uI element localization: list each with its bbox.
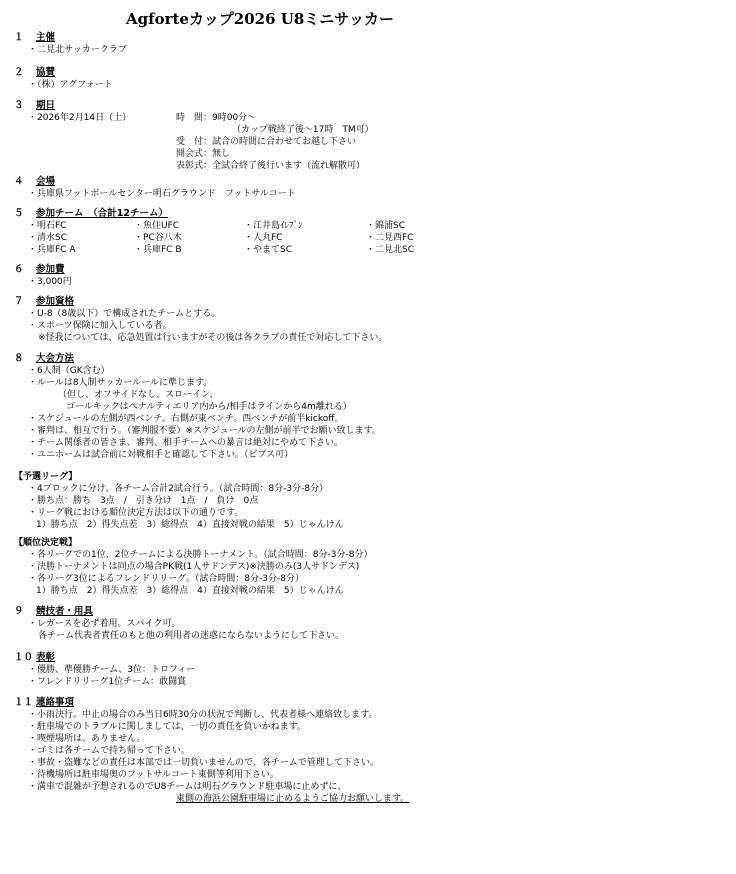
section-heading: 参加費 (36, 264, 65, 275)
section-number: １ (14, 32, 24, 43)
eligibility-line: ・スポーツ保険に加入している者。 (28, 321, 172, 331)
league-line: 1）勝ち点 2）得失点差 3）総得点 4）直接対戦の結果 5）じゃんけん (36, 520, 344, 530)
section-sponsor (14, 67, 55, 79)
section-heading: 大会方法 (36, 353, 75, 364)
method-line: ・審判は、相互で行う。（審判服不要）※スケジュールの左側が前半でお願い致します。 (28, 426, 381, 436)
section-number: ３ (14, 100, 24, 111)
notice-line: ・満車で混雑が予想されるのでU8チームは明石グラウンド駐車場に止めずに、 (28, 782, 347, 792)
team-item: ・魚住UFC (134, 221, 180, 231)
awards-line: ・フレンドリリーグ1位チーム：敢闘賞 (28, 677, 187, 687)
section-heading: 競技者・用具 (36, 606, 94, 617)
section-heading: 参加チーム （合計12チーム） (36, 208, 168, 219)
method-line: ・スケジュールの左側が西ベンチ、右側が東ベンチ。西ベンチが前半kickoff。 (28, 414, 344, 424)
awards-line: ・優勝、準優勝チーム、3位：トロフィー (28, 665, 196, 675)
section-heading: 表彰 (36, 652, 56, 663)
equipment-line: ・レガースを必ず着用。スパイク可。 (28, 619, 181, 629)
team-item: ・明石FC (28, 221, 67, 231)
league-line: ・リーグ戦における順位決定方法は以下の通りです。 (28, 508, 244, 518)
method-line: ・チーム関係者の皆さま、審判、相手チームへの暴言は絶対にやめて下さい。 (28, 438, 344, 448)
method-line: ・6人制（GK含む） (28, 366, 110, 376)
opening-ceremony-text: 開会式：無し (176, 149, 231, 159)
team-item: ・二見北SC (366, 245, 414, 255)
ranking-heading: 【順位決定戦】 (14, 538, 78, 548)
section-number: １１ (14, 697, 34, 708)
team-item: ・錦浦SC (366, 221, 405, 231)
notice-line: ・ゴミは各チームで持ち帰って下さい。 (28, 746, 191, 756)
section-date (14, 100, 55, 112)
section-number: ７ (14, 296, 24, 307)
section-organizer (14, 32, 55, 44)
section-notices (14, 697, 74, 709)
method-line: ・ユニホームは試合前に対戦相手と確認して下さい。（ビブス可） (28, 450, 294, 460)
notice-line: 東側の海浜公園駐車場に止めるようご協力お願いします。 (176, 794, 410, 804)
method-line: ゴールキックはペナルティエリア内から/相手はラインから4m離れる） (66, 402, 352, 412)
fee-text: ・3,000円 (28, 277, 72, 287)
notice-line: ・待機場所は駐車場奥のフットサルコート東側等利用下さい。 (28, 770, 279, 780)
ranking-line: ・各リーグでの1位、2位チームによる決勝トーナメント。（試合時間：8分-3分-8分） (28, 550, 373, 560)
section-heading: 期日 (36, 100, 56, 111)
league-heading: 【予選リーグ】 (14, 472, 78, 482)
ranking-line: 1）勝ち点 2）得失点差 3）総得点 4）直接対戦の結果 5）じゃんけん (36, 586, 344, 596)
ranking-line: ・各リーグ3位によるフレンドリリーグ。（試合時間：8分-3分-8分） (28, 574, 304, 584)
team-item: ・PC谷八木 (134, 233, 182, 243)
eligibility-line: ・U-8（8歳以下）で構成されたチームとする。 (28, 309, 221, 319)
section-equipment (14, 606, 93, 618)
award-ceremony-text: 表彰式：全試合終了後行います（流れ解散可） (176, 161, 366, 171)
method-line: （但し、オフサイドなし、スローイン、 (58, 390, 219, 400)
ranking-line: ・決勝トーナメントは同点の場合PK戦(1人サドンデス)※決勝のみ(3人サドンデス) (28, 562, 360, 572)
section-heading: 協賛 (36, 67, 56, 78)
league-line: ・勝ち点：勝ち 3点 / 引き分け 1点 / 負け 0点 (28, 496, 259, 506)
section-teams (14, 208, 168, 220)
section-eligibility (14, 296, 74, 308)
reception-text: 受 付：試合の時間に合わせてお越し下さい (176, 137, 357, 147)
team-item: ・江井島ｲﾚﾌﾞﾝ (244, 221, 303, 231)
method-line: ・ルールは8人制サッカールールに準じます。 (28, 378, 213, 388)
team-item: ・清水SC (28, 233, 67, 243)
section-number: ９ (14, 606, 24, 617)
section-method (14, 353, 74, 365)
section-number: ２ (14, 67, 24, 78)
notice-line: ・事故・盗難などの責任は本部では一切負いませんので、各チームで管理して下さい。 (28, 758, 379, 768)
eligibility-line: ※怪我については、応急処置は行いますがその後は各クラブの責任で対応して下さい。 (38, 333, 388, 343)
section-heading: 主催 (36, 32, 56, 43)
section-venue (14, 176, 55, 188)
equipment-line: 各チーム代表者責任のもと他の利用者の迷惑にならないようにして下さい。 (38, 631, 345, 641)
event-date: ・2026年2月14日（土） (28, 113, 132, 123)
league-line: ・4ブロックに分け、各チーム合計2試合行う。（試合時間：8分-3分-8分） (28, 484, 329, 494)
team-item: ・やまてSC (244, 245, 292, 255)
sponsor-text: ・（株）アグフォート (28, 80, 113, 90)
team-item: ・兵庫FC B (134, 245, 182, 255)
section-fee (14, 264, 65, 276)
event-time: 時 間：9時00分～ (176, 113, 257, 123)
team-item: ・人丸FC (244, 233, 283, 243)
notice-line: ・小雨決行。中止の場合のみ当日6時30分の状況で判断し、代表者様へ連絡致します。 (28, 710, 378, 720)
organizer-text: ・二見北サッカークラブ (28, 45, 127, 55)
notice-line: ・喫煙場所は、ありません。 (28, 734, 146, 744)
section-number: ４ (14, 176, 24, 187)
section-number: ８ (14, 353, 24, 364)
event-time-note: （カップ戦終了後～17時 TM可） (232, 125, 374, 135)
page-title: Agforteカップ2026 U8ミニサッカー (126, 10, 394, 28)
venue-text: ・兵庫県フットボールセンター明石グラウンド フットサルコート (28, 189, 296, 199)
team-item: ・二見西FC (366, 233, 414, 243)
section-heading: 参加資格 (36, 296, 75, 307)
section-number: １０ (14, 652, 34, 663)
section-number: ５ (14, 208, 24, 219)
section-awards (14, 652, 55, 664)
team-item: ・兵庫FC A (28, 245, 76, 255)
section-number: ６ (14, 264, 24, 275)
section-heading: 会場 (36, 176, 56, 187)
section-heading: 連絡事項 (36, 697, 75, 708)
notice-line: ・駐車場でのトラブルに関しましては、一切の責任を負いかねます。 (28, 722, 306, 732)
